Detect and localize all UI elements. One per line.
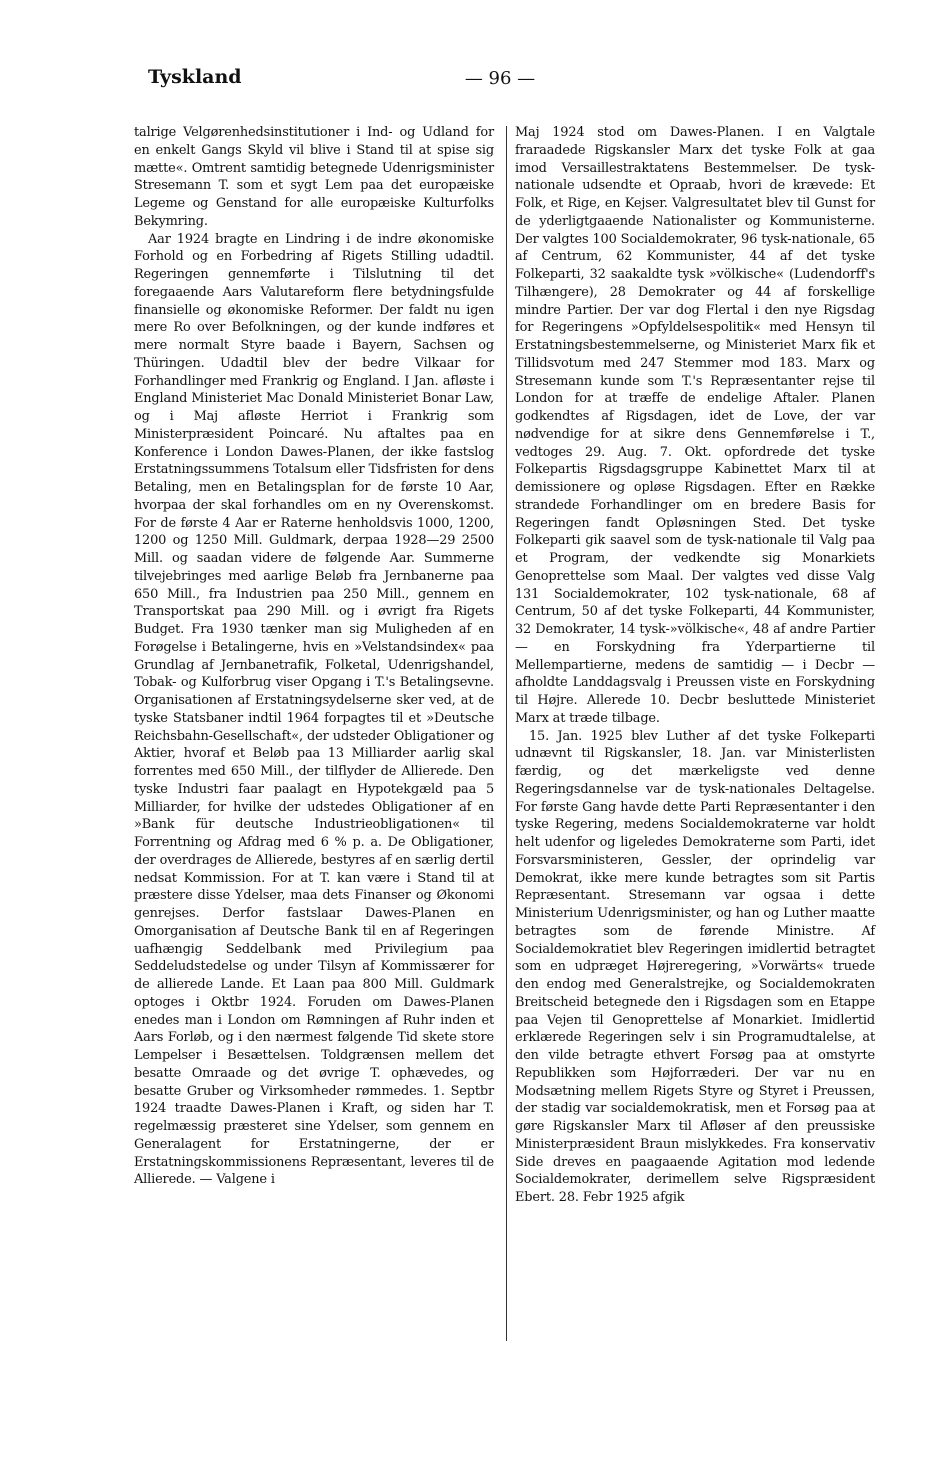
page-header xyxy=(0,66,928,100)
page-number: — 96 — xyxy=(464,68,536,89)
paragraph: talrige Velgørenhedsinstitutioner i Ind- og Udland for en enkelt Gangs Skyld vil blive i Stand til at spise sig mætte«. Omtrent samtidig betegnede Udenrigsminister Stresemann T. som et sygt Lem paa det europæiske Legeme og Genstand for alle europæiske Kulturfolks Bekymring. xyxy=(134,125,494,229)
paragraph: Aar 1924 bragte en Lindring i de indre økonomiske Forhold og en Forbedring af Rigets Stilling udadtil. Regeringen gennemførte i Tilslutning til det foregaaende Aars Valutareform flere betydningsfulde finansielle og økonomiske Reformer. Der faldt nu igen mere Ro over Befolkningen, og der kunde indføres et mere normalt Styre baade i Bayern, Sachsen og Thüringen. Udadtil blev der bedre Vilkaar for Forhandlinger med Frankrig og England. I Jan. afløste i England Ministeriet Mac Donald Ministeriet Bonar Law, og i Maj afløste Herriot i Frankrig som Ministerpræsident Poincaré. Nu aftaltes paa en Konference i London Dawes-Planen, der ikke fastslog Erstatningssummens Totalsum eller Tidsfristen for dens Betaling, men en Betalingsplan for de første 10 Aar, hvorpaa der skal forhandles om en ny Overenskomst. For de første 4 Aar er Raterne henholdsvis 1000, 1200, 1200 og 1250 Mill. Guldmark, derpaa 1928—29 2500 Mill. og saadan videre de følgende Aar. Summerne tilvejebringes med aarlige Beløb fra Jernbanerne paa 650 Mill., fra Industrien paa 250 Mill., gennem en Transportskat paa 290 Mill. og i øvrigt fra Rigets Budget. Fra 1930 tænker man sig Muligheden af en Forøgelse i Betalingerne, hvis en »Velstandsindex« paa Grundlag af Jernbanetrafik, Folketal, Udenrigshandel, Tobak- og Kulforbrug viser Opgang i T.'s Betalingsevne. Organisationen af Erstatningsydelserne sker ved, at de tyske Statsbaner indtil 1964 forpagtes til et »Deutsche Reichsbahn-Gesellschaft«, der udsteder Obligationer og Aktier, hvoraf et Beløb paa 13 Milliarder aarlig skal forrentes med 650 Mill., der tilflyder de Allierede. Den tyske Industri faar paalagt en Hypotekgæld paa 5 Milliarder, for hvilke der udstedes Obligationer af en »Bank für deutsche Industrieobligationen« til Forrentning og Afdrag med 6 % p. a. De Obligationer, der overdrages de Allierede, bestyres af en særlig dertil nedsat Kommission. For at T. kan være i Stand til at præstere disse Ydelser, maa dets Finanser og Økonomi genrejses. Derfor fastslaar Dawes-Planen en Omorganisation af Deutsche Bank til en af Regeringen uafhængig Seddelbank med Privilegium paa Seddeludstedelse og under Tilsyn af Kommissærer for de allierede Lande. Et Laan paa 800 Mill. Guldmark optoges i Oktbr 1924. Foruden om Dawes-Planen enedes man i London om Rømningen af Ruhr inden et Aars Forløb, og i den nærmest følgende Tid skete store Lempelser i Besættelsen. Toldgrænsen mellem det besatte Omraade og det øvrige T. ophævedes, og besatte Gruber og Virksomheder rømmedes. 1. Septbr 1924 traadte Dawes-Planen i Kraft, og siden har T. regelmæssig præsteret sine Ydelser, som gennem en Generalagent for Erstatningerne, der er Erstatningskommissionens Repræsentant, leveres til de Allierede. — Valgene i xyxy=(134,231,494,1188)
paragraph: Maj 1924 stod om Dawes-Planen. I en Valgtale fraraadede Rigskansler Marx det tyske Folk at gaa imod Versaillestraktatens Bestemmelser. De tysk-nationale udsendte et Opraab, hvori de krævede: Et Folk, et Rige, en Kejser. Valgresultatet blev til Gunst for de yderligtgaaende Nationalister og Kommunisterne. Der valgtes 100 Socialdemokrater, 96 tysk-nationale, 65 af Centrum, 62 Kommunister, 44 af det tyske Folkeparti, 32 saakaldte tysk »völkische« (Ludendorff's Tilhængere), 28 Demokrater og 44 af forskellige mindre Partier. Der var dog Flertal i den nye Rigsdag for Regeringens »Opfyldelsespolitik« med Hensyn til Erstatningsbestemmelserne, og Ministeriet Marx fik et Tillidsvotum med 247 Stemmer mod 183. Marx og Stresemann kunde som T.'s Repræsentanter rejse til London for at træffe de endelige Aftaler. Planen godkendtes af Rigsdagen, idet de Love, der var nødvendige for at sikre dens Gennemførelse i T., vedtoges 29. Aug. 7. Okt. opfordrede det tyske Folkepartis Rigsdagsgruppe Kabinettet Marx til at demissionere og opløse Rigsdagen. Efter en Række strandede Forhandlinger om en bredere Basis for Regeringen fandt Opløsningen Sted. Det tyske Folkeparti gik saavel som de tysk-nationale til Valg paa et Program, der vedkendte sig Monarkiets Genoprettelse som Maal. Der valgtes ved disse Valg 131 Socialdemokrater, 102 tysk-nationale, 68 af Centrum, 50 af det tyske Folkeparti, 44 Kommunister, 32 Demokrater, 14 tysk-»völkische«, 48 af andre Partier — en Forskydning fra Yderpartierne til Mellempartierne, medens de samtidig — i Decbr — afholdte Landdagsvalg i Preussen viste en Forskydning til Højre. Allerede 10. Decbr besluttede Ministeriet Marx at træde tilbage. xyxy=(515,125,875,726)
right-column xyxy=(515,124,875,1207)
left-column xyxy=(134,124,494,1189)
column-divider xyxy=(506,126,507,1341)
section-title: Tyskland xyxy=(148,66,242,88)
paragraph: 15. Jan. 1925 blev Luther af det tyske Folkeparti udnævnt til Rigskansler, 18. Jan. var Ministerlisten færdig, og det mærkeligste ved denne Regeringsdannelse var de tysk-nationales Deltagelse. For første Gang havde dette Parti Repræsentanter i den tyske Regering, medens Socialdemokraterne var holdt helt udenfor og ligeledes Demokraterne som Parti, idet Forsvarsministeren, Gessler, der oprindelig var Demokrat, ikke mere kunde betragtes som sit Partis Repræsentant. Stresemann var ogsaa i dette Ministerium Udenrigsminister, og han og Luther maatte betragtes som de førende Ministre. Af Socialdemokratiet blev Regeringen imidlertid betragtet som en udpræget Højreregering, »Vorwärts« truede den endog med Generalstrejke, og Socialdemokraten Breitscheid betegnede den i Rigsdagen som en Etappe paa Vejen til Genoprettelse af Monarkiet. Imidlertid erklærede Regeringen selv i sin Programudtalelse, at den vilde betragte ethvert Forsøg paa at omstyrte Republikken som Højforræderi. Der var nu en Modsætning mellem Rigets Styre og Styret i Preussen, der stadig var socialdemokratisk, men et Forsøg paa at gøre Rigskansler Marx til Afløser af den preussiske Ministerpræsident Braun mislykkedes. Fra konservativ Side dreves en paagaaende Agitation mod ledende Socialdemokrater, derimellem selve Rigspræsident Ebert. 28. Febr 1925 afgik xyxy=(515,728,875,1205)
